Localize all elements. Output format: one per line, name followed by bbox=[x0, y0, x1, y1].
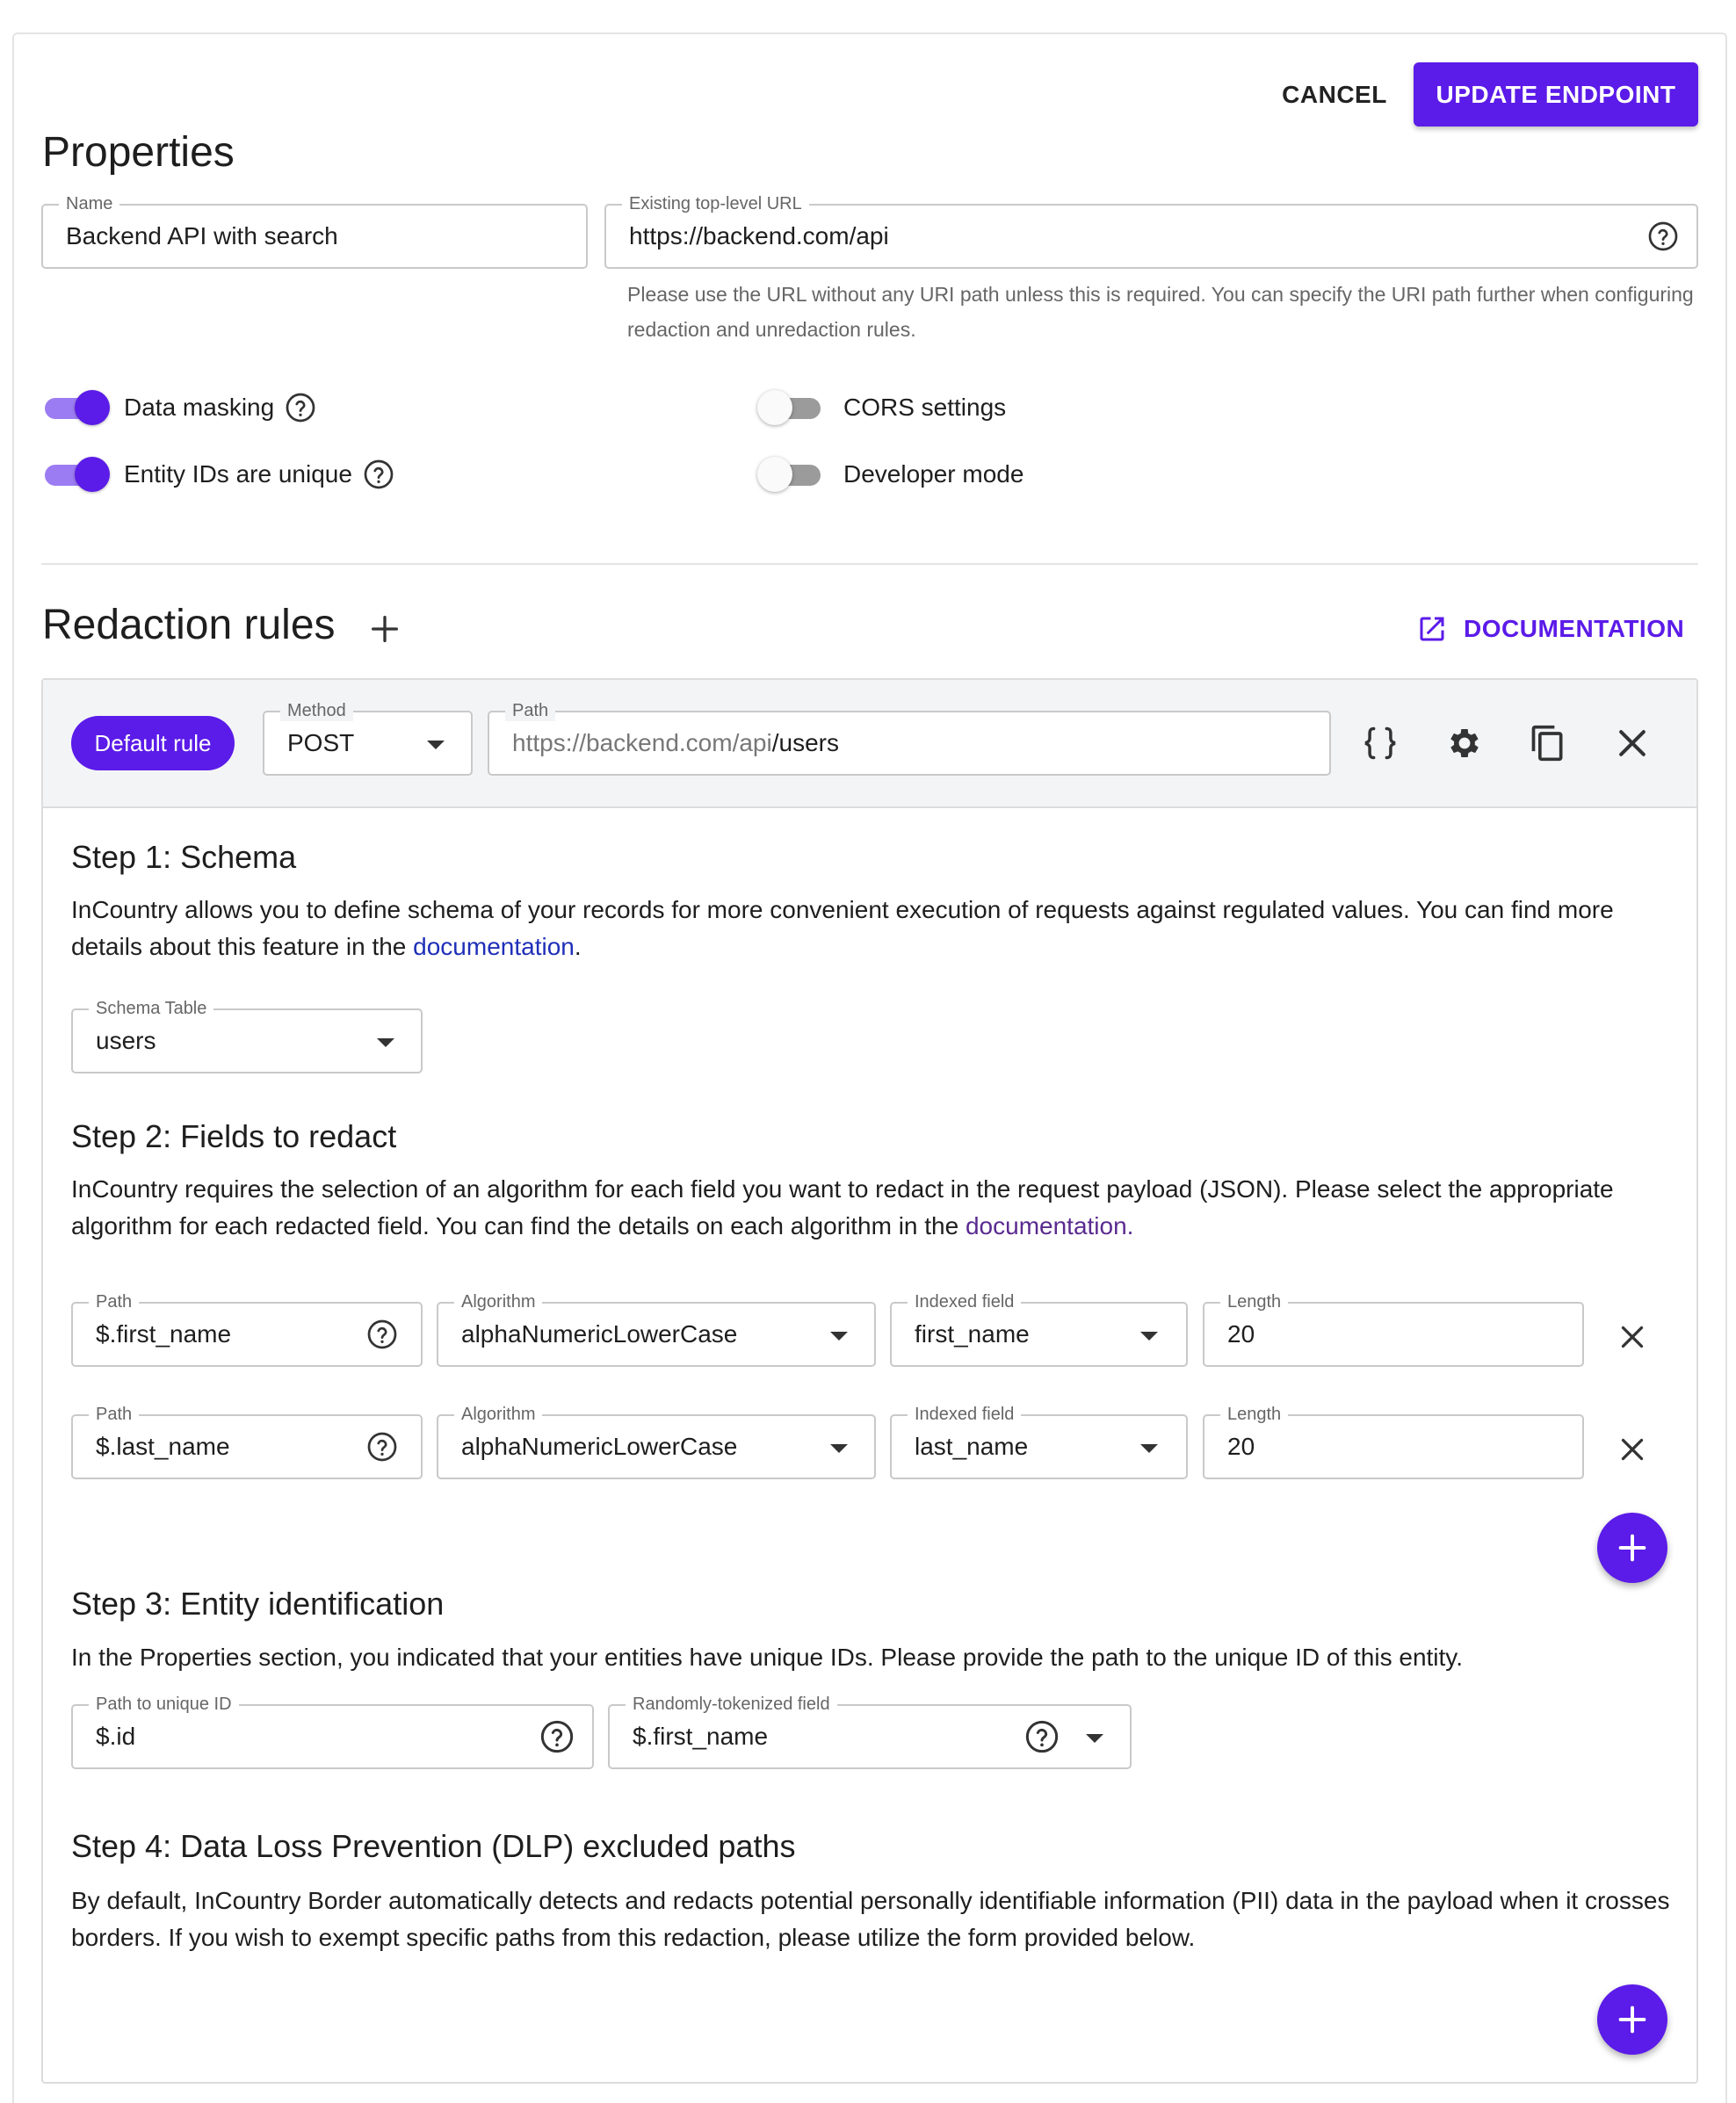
redact-path-label: Path bbox=[89, 1404, 139, 1425]
chevron-down-icon bbox=[1140, 1444, 1158, 1453]
method-label: Method bbox=[280, 700, 353, 721]
help-icon[interactable] bbox=[1024, 1719, 1060, 1754]
step4-text: By default, InCountry Border automatically detects and redacts potential personally identifiable information (PII) data in the payload when it crosses borders. If you wish to exempt specific paths from this redaction, please utilize the form provided below. bbox=[71, 1887, 1670, 1951]
url-input[interactable]: https://backend.com/api bbox=[629, 222, 889, 249]
chevron-down-icon bbox=[427, 741, 445, 749]
update-endpoint-button[interactable]: UPDATE ENDPOINT bbox=[1414, 62, 1698, 126]
help-icon[interactable] bbox=[366, 1431, 398, 1463]
gear-icon[interactable] bbox=[1445, 724, 1484, 762]
algorithm-value: alphaNumericLowerCase bbox=[461, 1433, 738, 1460]
path-label: Path bbox=[505, 700, 555, 721]
method-select[interactable] bbox=[263, 701, 473, 776]
step2-title: Step 2: Fields to redact bbox=[71, 1118, 397, 1154]
chevron-down-icon bbox=[1140, 1332, 1158, 1341]
algorithm-label: Algorithm bbox=[454, 1291, 542, 1312]
step2-documentation-link[interactable]: documentation. bbox=[965, 1212, 1134, 1239]
data-masking-toggle[interactable] bbox=[43, 390, 110, 425]
unique-id-path-label: Path to unique ID bbox=[89, 1694, 239, 1715]
algorithm-select[interactable] bbox=[437, 1405, 876, 1479]
redact-path-input[interactable]: $.last_name bbox=[96, 1433, 230, 1460]
properties-title: Properties bbox=[42, 129, 235, 176]
redact-path-input[interactable]: $.first_name bbox=[96, 1320, 232, 1348]
redaction-rules-title: Redaction rules bbox=[42, 602, 336, 648]
indexed-field-label: Indexed field bbox=[908, 1291, 1021, 1312]
redact-path-label: Path bbox=[89, 1291, 139, 1312]
length-field[interactable] bbox=[1203, 1292, 1584, 1367]
name-label: Name bbox=[59, 193, 119, 214]
remove-row-close-icon[interactable] bbox=[1617, 1321, 1648, 1353]
algorithm-value: alphaNumericLowerCase bbox=[461, 1320, 738, 1348]
path-field[interactable] bbox=[488, 701, 1331, 776]
step1-text: InCountry allows you to define schema of your records for more convenient execution of requests against regulated values. You can find more details about this feature in the documentation. bbox=[71, 896, 1614, 960]
step2-text: InCountry requires the selection of an algorithm for each field you want to redact in the request payload (JSON). Please select the appropriate algorithm for each redacted field. You can find the details on each algorithm in the documentation. bbox=[71, 1175, 1614, 1239]
indexed-field-select[interactable] bbox=[890, 1292, 1188, 1367]
redact-path-field[interactable] bbox=[71, 1405, 423, 1479]
documentation-label: DOCUMENTATION bbox=[1464, 615, 1685, 642]
step1-documentation-link[interactable]: documentation bbox=[413, 933, 575, 960]
path-suffix: /users bbox=[771, 729, 839, 756]
randomly-tokenized-value: $.first_name bbox=[633, 1723, 769, 1750]
unique-id-path-input[interactable]: $.id bbox=[96, 1723, 136, 1750]
schema-table-value: users bbox=[96, 1027, 156, 1054]
length-input[interactable]: 20 bbox=[1227, 1320, 1255, 1348]
url-label: Existing top-level URL bbox=[622, 193, 809, 214]
method-value: POST bbox=[287, 729, 355, 756]
redact-path-field[interactable] bbox=[71, 1292, 423, 1367]
developer-mode-toggle[interactable] bbox=[757, 457, 824, 492]
remove-row-close-icon[interactable] bbox=[1617, 1434, 1648, 1465]
indexed-field-value: first_name bbox=[915, 1320, 1030, 1348]
algorithm-select[interactable] bbox=[437, 1292, 876, 1367]
developer-mode-label: Developer mode bbox=[843, 460, 1024, 488]
add-field-button[interactable] bbox=[1597, 1513, 1667, 1583]
path-prefix: https://backend.com/api bbox=[512, 729, 772, 756]
copy-icon[interactable] bbox=[1529, 724, 1567, 762]
indexed-field-select[interactable] bbox=[890, 1405, 1188, 1479]
length-label: Length bbox=[1220, 1291, 1288, 1312]
indexed-field-value: last_name bbox=[915, 1433, 1029, 1460]
redaction-rule-panel bbox=[41, 678, 1698, 2084]
close-icon[interactable] bbox=[1613, 724, 1652, 762]
help-icon[interactable] bbox=[1647, 220, 1679, 252]
step3-title: Step 3: Entity identification bbox=[71, 1586, 445, 1622]
url-field[interactable] bbox=[604, 194, 1698, 269]
unique-id-path-field[interactable] bbox=[71, 1695, 594, 1769]
path-input[interactable] bbox=[512, 729, 839, 757]
length-label: Length bbox=[1220, 1404, 1288, 1425]
add-excluded-path-button[interactable] bbox=[1597, 1984, 1667, 2055]
data-masking-help-icon[interactable] bbox=[285, 392, 316, 423]
external-link-icon bbox=[1416, 613, 1448, 645]
default-rule-badge[interactable]: Default rule bbox=[71, 716, 235, 770]
name-input[interactable]: Backend API with search bbox=[66, 222, 338, 249]
cors-settings-toggle[interactable] bbox=[757, 390, 824, 425]
schema-table-label: Schema Table bbox=[89, 998, 213, 1019]
length-field[interactable] bbox=[1203, 1405, 1584, 1479]
entity-ids-unique-toggle[interactable] bbox=[43, 457, 110, 492]
plus-icon bbox=[1615, 2002, 1650, 2037]
randomly-tokenized-field-select[interactable] bbox=[608, 1695, 1132, 1769]
help-icon[interactable] bbox=[366, 1319, 398, 1350]
chevron-down-icon bbox=[377, 1038, 394, 1047]
indexed-field-label: Indexed field bbox=[908, 1404, 1021, 1425]
step1-title: Step 1: Schema bbox=[71, 839, 297, 875]
chevron-down-icon bbox=[830, 1444, 848, 1453]
section-divider bbox=[41, 563, 1698, 565]
algorithm-label: Algorithm bbox=[454, 1404, 542, 1425]
cancel-button[interactable]: CANCEL bbox=[1270, 63, 1399, 126]
name-field[interactable] bbox=[41, 194, 588, 269]
chevron-down-icon bbox=[830, 1332, 848, 1341]
step3-text: In the Properties section, you indicated that your entities have unique IDs. Please provide the path to the unique ID of this entity. bbox=[71, 1644, 1463, 1671]
schema-table-select[interactable] bbox=[71, 999, 423, 1073]
entity-ids-unique-label: Entity IDs are unique bbox=[124, 460, 352, 488]
add-rule-plus-icon[interactable] bbox=[367, 611, 402, 647]
chevron-down-icon bbox=[1086, 1734, 1103, 1743]
step4-title: Step 4: Data Loss Prevention (DLP) excluded paths bbox=[71, 1828, 796, 1864]
code-braces-icon[interactable] bbox=[1361, 724, 1400, 762]
url-helper-text: Please use the URL without any URI path unless this is required. You can specify the URI path further when configuring redaction and unredaction rules. bbox=[627, 283, 1694, 341]
data-masking-label: Data masking bbox=[124, 394, 275, 421]
randomly-tokenized-label: Randomly-tokenized field bbox=[626, 1694, 837, 1715]
length-input[interactable]: 20 bbox=[1227, 1433, 1255, 1460]
entity-ids-help-icon[interactable] bbox=[363, 459, 394, 490]
documentation-link[interactable] bbox=[1416, 610, 1684, 648]
plus-icon bbox=[1615, 1530, 1650, 1565]
cors-settings-label: CORS settings bbox=[843, 394, 1007, 421]
help-icon[interactable] bbox=[539, 1719, 575, 1754]
